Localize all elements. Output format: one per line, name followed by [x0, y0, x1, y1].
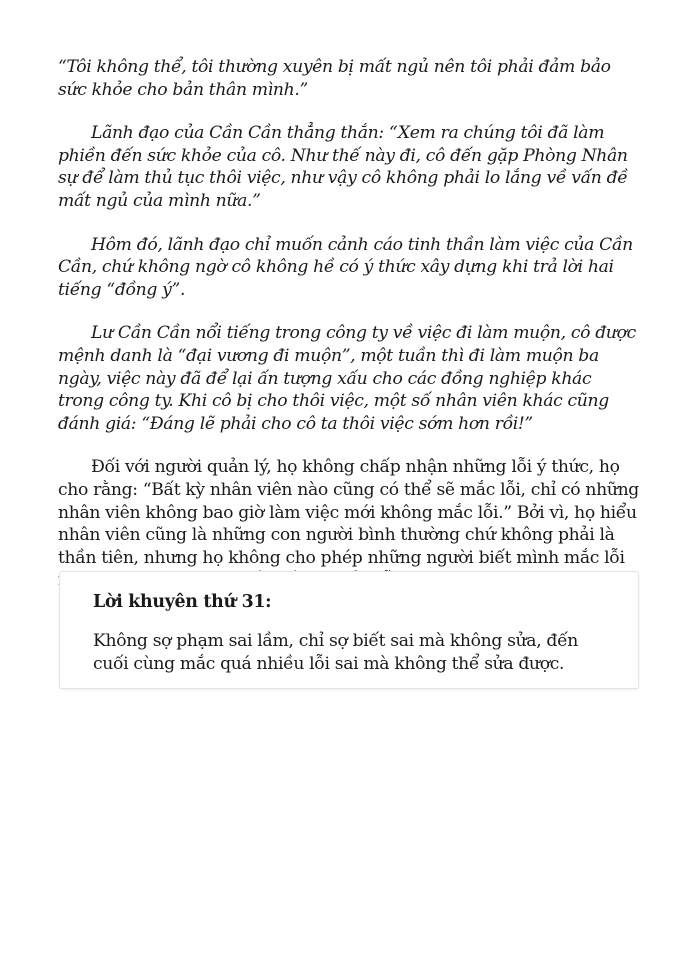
text-line: Lãnh đạo của Cần Cần thẳng thắn: “Xem ra chúng tôi đã làm — [91, 123, 605, 144]
paragraph-warning — [58, 234, 658, 302]
paragraph-quote-reply — [58, 56, 658, 101]
text-line: mệnh danh là “đại vương đi muộn”, một tuần thì đi làm muộn ba — [58, 345, 599, 366]
text-line: phiền đến sức khỏe của cô. Như thế này đi, cô đến gặp Phòng Nhân — [58, 145, 628, 166]
text-line: “Tôi không thể, tôi thường xuyên bị mất ngủ nên tôi phải đảm bảo — [58, 57, 611, 77]
text-line: sức khỏe cho bản thân mình.” — [58, 79, 308, 100]
advice-title: Lời khuyên thứ 31: — [93, 592, 272, 612]
text-line: tiếng “đồng ý”. — [58, 279, 186, 300]
text-line: cho rằng: “Bất kỳ nhân viên nào cũng có thể sẽ mắc lỗi, chỉ có những — [58, 479, 639, 500]
text-line: trong công ty. Khi cô bị cho thôi việc, một số nhân viên khác cũng — [58, 391, 609, 412]
text-line: đánh giá: “Đáng lẽ phải cho cô ta thôi việc sớm hơn rồi!” — [58, 413, 533, 434]
advice-body — [93, 630, 578, 675]
text-line: Đối với người quản lý, họ không chấp nhận những lỗi ý thức, họ — [91, 457, 620, 478]
text-line: cuối cùng mắc quá nhiều lỗi sai mà không thể sửa được. — [93, 653, 565, 674]
text-line: nhân viên cũng là những con người bình thường chứ không phải là — [58, 525, 615, 546]
paragraph-leader-response — [58, 122, 658, 212]
text-line: Hôm đó, lãnh đạo chỉ muốn cảnh cáo tinh thần làm việc của Cần — [91, 234, 633, 255]
text-line: sự để làm thủ tục thôi việc, như vậy cô không phải lo lắng về vấn đề — [58, 168, 628, 189]
text-line: Không sợ phạm sai lầm, chỉ sợ biết sai mà không sửa, đến — [93, 631, 579, 651]
paragraph-late-reputation — [58, 322, 658, 435]
text-line: Lư Cần Cần nổi tiếng trong công ty về việc đi làm muộn, cô được — [91, 323, 636, 344]
text-line: Cần, chứ không ngờ cô không hề có ý thức xây dựng khi trả lời hai — [58, 257, 614, 278]
text-line: mất ngủ của mình nữa.” — [58, 190, 261, 211]
document-body — [58, 56, 658, 613]
text-line: nhân viên không bao giờ làm việc mới không mắc lỗi.” Bởi vì, họ hiểu — [58, 502, 637, 523]
text-line: thần tiên, nhưng họ không cho phép những người biết mình mắc lỗi — [58, 547, 625, 568]
text-line: ngày, việc này đã để lại ấn tượng xấu cho các đồng nghiệp khác — [58, 368, 592, 389]
advice-callout-box — [59, 571, 639, 689]
